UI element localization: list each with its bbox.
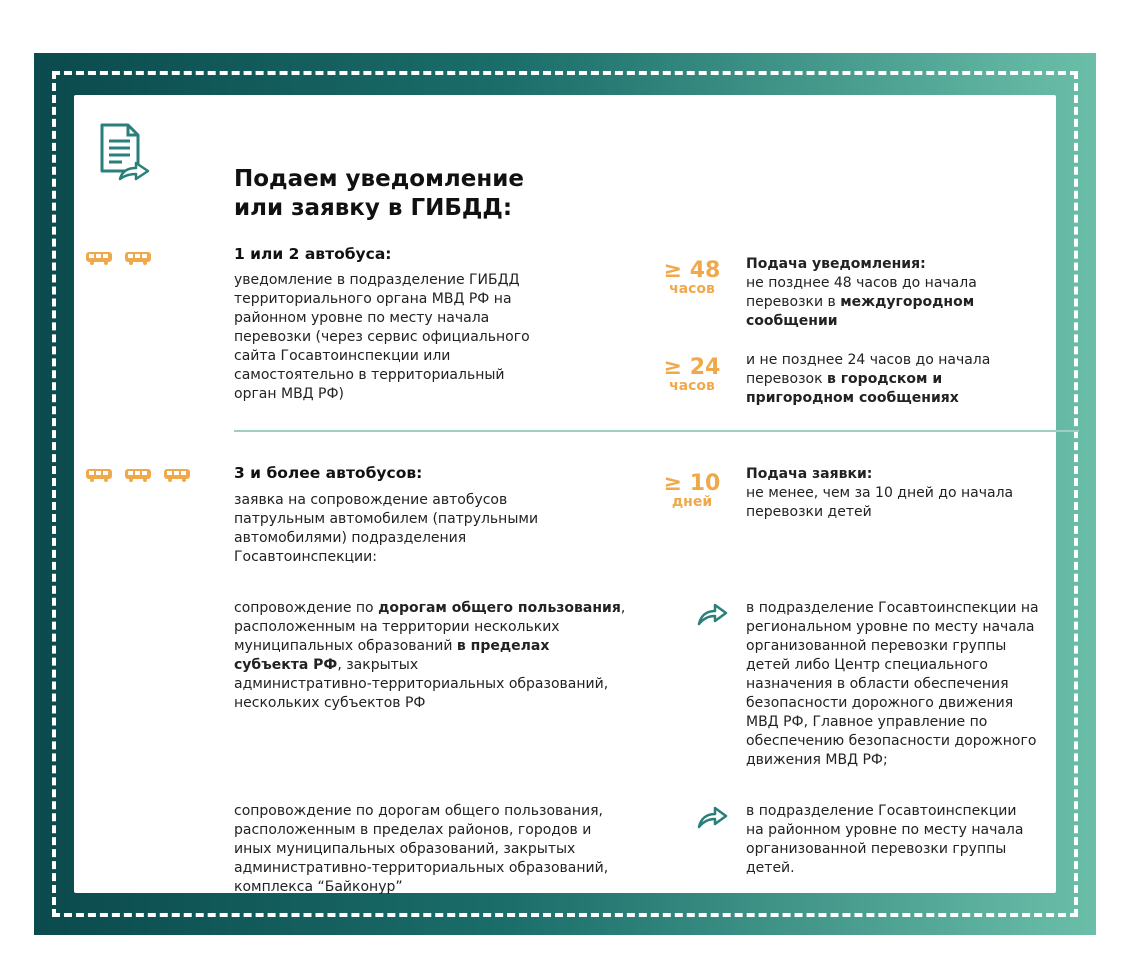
text-line: сайта Госавтоинспекции или (234, 348, 451, 365)
badge-10-days (662, 473, 722, 510)
bus-icon (85, 251, 113, 265)
text-line: территориального органа МВД РФ на (234, 291, 512, 308)
text-part: муниципальных образований (234, 638, 457, 655)
text-bold: субъекта РФ (234, 657, 338, 674)
text-line: иных муниципальных образований, закрытых (234, 841, 576, 858)
text-line: районном уровне по месту начала (234, 310, 490, 327)
title-line-1: Подаем уведомление (234, 166, 524, 192)
request-title: Подача заявки: (746, 466, 873, 482)
request-block (746, 465, 1066, 522)
text-bold: междугородном (840, 294, 975, 311)
section1-body (234, 271, 614, 404)
text-line: административно-территориальных образований, (234, 860, 609, 877)
bus-icons-three (85, 467, 197, 486)
notice-24 (746, 351, 1066, 408)
badge-value: ≥ 24 (663, 355, 721, 380)
text-line: безопасности дорожного движения (746, 695, 1014, 712)
text-line: Госавтоинспекции: (234, 549, 377, 566)
badge-value: ≥ 10 (663, 471, 721, 496)
text-line: заявка на сопровождение автобусов (234, 492, 508, 508)
text-line: обеспечению безопасности дорожного (746, 733, 1037, 750)
text-part: перевозок (746, 371, 827, 388)
badge-unit: часов (669, 281, 715, 297)
text-line: автомобилями) подразделения (234, 530, 467, 547)
text-part: , закрытых (337, 657, 419, 674)
text-line (746, 293, 1066, 312)
text-line: сопровождение по дорогам общего пользования, (234, 803, 603, 819)
text-line: не позднее 48 часов до начала (746, 275, 977, 292)
text-line: расположенным на территории нескольких (234, 619, 560, 636)
text-line: организованной перевозки группы (746, 638, 1007, 655)
text-line: региональном уровне по месту начала (746, 619, 1035, 636)
escort-case-1 (234, 599, 674, 713)
badge-value: ≥ 48 (663, 258, 721, 283)
badge-unit: дней (671, 494, 713, 510)
text-line: нескольких субъектов РФ (234, 695, 426, 712)
text-bold: дорогам общего пользования (378, 600, 621, 616)
text-line: и не позднее 24 часов до начала (746, 352, 991, 368)
text-line: самостоятельно в территориальный (234, 367, 505, 384)
section2-heading: 3 и более автобусов: (234, 464, 423, 482)
notice-48 (746, 255, 1066, 331)
text-line (234, 599, 674, 618)
bus-icon (124, 468, 152, 482)
text-bold: в пределах (456, 638, 550, 655)
text-bold: в городском и (827, 371, 943, 388)
text-line: назначения в области обеспечения (746, 676, 1009, 693)
text-line: перевозки детей (746, 504, 872, 521)
bus-icon (85, 468, 113, 482)
text-line: детей либо Центр специального (746, 657, 988, 674)
text-line: административно-территориальных образований, (234, 676, 609, 693)
teal-frame (34, 53, 1096, 935)
page-title (234, 165, 524, 224)
badge-24-hours (662, 357, 722, 394)
text-line: на районном уровне по месту начала (746, 822, 1024, 839)
bus-icon (124, 251, 152, 265)
notice-title: Подача уведомления: (746, 256, 926, 272)
text-line: перевозки (через сервис официального (234, 329, 530, 346)
text-line (234, 637, 674, 656)
text-line: не менее, чем за 10 дней до начала (746, 485, 1014, 502)
text-line: комплекса “Байконур” (234, 879, 403, 896)
escort-dest-2 (746, 802, 1086, 878)
text-line: расположенным в пределах районов, городов и (234, 822, 592, 839)
text-line: в подразделение Госавтоинспекции (746, 803, 1017, 819)
text-line: сообщении (746, 313, 838, 330)
text-line: организованной перевозки группы (746, 841, 1007, 858)
document-share-icon (98, 121, 152, 187)
text-line (746, 370, 1066, 389)
content-panel (74, 95, 1056, 896)
text-line: МВД РФ, Главное управление по (746, 714, 988, 731)
text-line: детей. (746, 860, 795, 877)
text-line: патрульным автомобилем (патрульными (234, 511, 539, 528)
escort-dest-1 (746, 599, 1086, 770)
title-line-2: или заявку в ГИБДД: (234, 195, 513, 222)
text-part: , (620, 600, 626, 616)
bus-icons-two (85, 250, 158, 269)
badge-48-hours (662, 260, 722, 297)
escort-case-2 (234, 802, 674, 897)
text-part: сопровождение по (234, 600, 379, 616)
section-divider (234, 430, 1079, 432)
share-arrow-icon (696, 804, 728, 834)
badge-unit: часов (669, 378, 715, 394)
section2-body (234, 491, 614, 567)
text-line: пригородном сообщениях (746, 390, 959, 407)
text-line: движения МВД РФ; (746, 752, 888, 769)
text-line (234, 656, 674, 675)
text-line: в подразделение Госавтоинспекции на (746, 600, 1039, 616)
share-arrow-icon (696, 601, 728, 631)
text-line: уведомление в подразделение ГИБДД (234, 272, 520, 288)
text-part: перевозки в (746, 294, 841, 311)
section1-heading: 1 или 2 автобуса: (234, 245, 392, 263)
text-line: орган МВД РФ) (234, 386, 345, 403)
bus-icon (163, 468, 191, 482)
